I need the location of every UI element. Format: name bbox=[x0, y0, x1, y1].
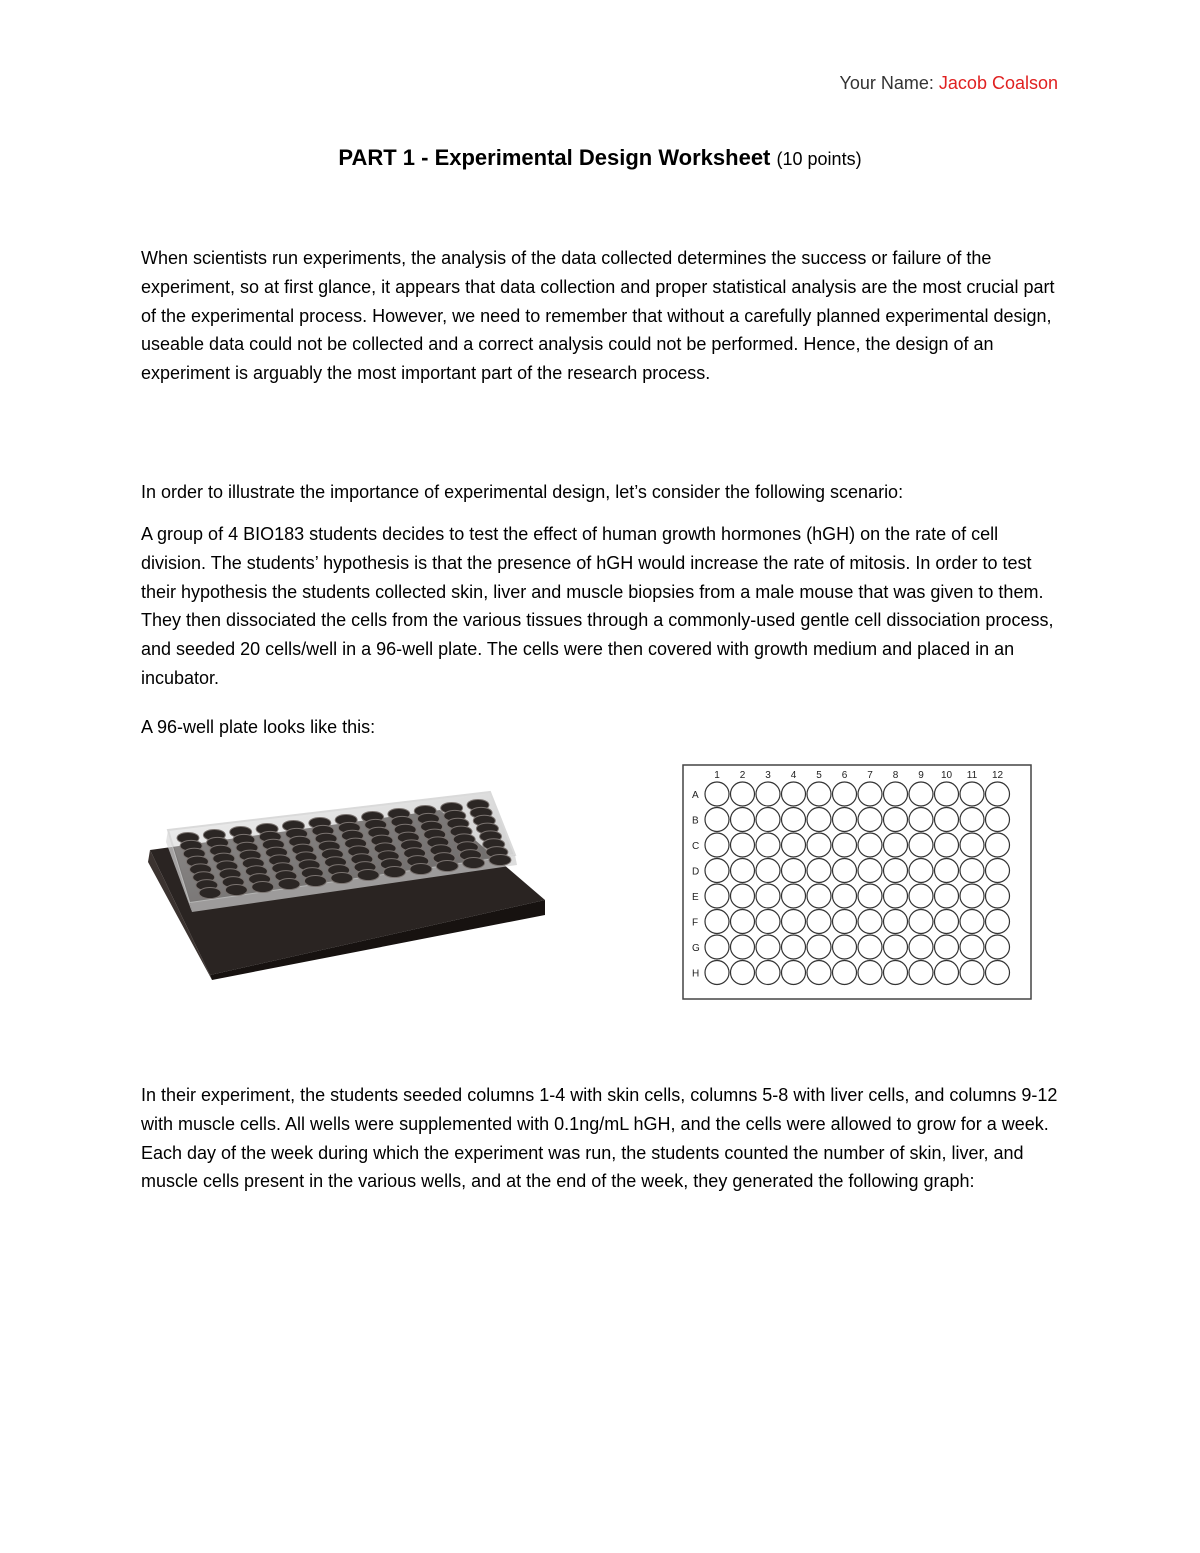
plate-well bbox=[705, 782, 729, 806]
plate-well bbox=[833, 808, 857, 832]
photo-well bbox=[357, 870, 379, 881]
plate-well bbox=[960, 808, 984, 832]
plate-well bbox=[884, 859, 908, 883]
page-title bbox=[0, 145, 1200, 171]
title-points: (10 points) bbox=[776, 149, 862, 169]
plate-well bbox=[731, 808, 755, 832]
plate-well bbox=[858, 910, 882, 934]
plate-well bbox=[960, 782, 984, 806]
row-label: E bbox=[692, 892, 699, 903]
plate-well bbox=[935, 910, 959, 934]
plate-well bbox=[807, 910, 831, 934]
photo-well bbox=[410, 864, 432, 875]
plate-well bbox=[782, 910, 806, 934]
plate-well bbox=[935, 884, 959, 908]
plate-well bbox=[986, 910, 1010, 934]
plate-well bbox=[807, 935, 831, 959]
photo-well bbox=[225, 885, 247, 896]
plate-well bbox=[909, 935, 933, 959]
row-label: H bbox=[692, 968, 700, 980]
plate-well bbox=[807, 808, 831, 832]
plate-well bbox=[833, 961, 857, 985]
plate-well bbox=[960, 935, 984, 959]
column-label: 7 bbox=[867, 770, 873, 781]
photo-well bbox=[489, 855, 511, 866]
plate-well bbox=[884, 782, 908, 806]
plate-well bbox=[960, 833, 984, 857]
plate-well bbox=[705, 859, 729, 883]
plate-well bbox=[858, 833, 882, 857]
plate-well bbox=[986, 961, 1010, 985]
row-label: B bbox=[692, 815, 699, 827]
plate-well bbox=[782, 935, 806, 959]
plate-photo-image bbox=[140, 790, 550, 980]
photo-well bbox=[199, 888, 221, 899]
plate-well bbox=[960, 859, 984, 883]
plate-well bbox=[782, 808, 806, 832]
plate-well bbox=[731, 910, 755, 934]
column-label: 4 bbox=[790, 770, 797, 781]
plate-well bbox=[731, 833, 755, 857]
plate-well bbox=[705, 910, 729, 934]
intro-paragraph: When scientists run experiments, the analysis of the data collected determines the success or failure of the experiment, so at first glance, it appears that data collection and proper statistical analysis are the most crucial part of the experimental process. However, we need to remember that without a carefully planned experimental design, useable data could not be collected and a correct analysis could not be performed. Hence, the design of an experiment is arguably the most important part of the research process. bbox=[141, 248, 1055, 384]
plate-well bbox=[935, 961, 959, 985]
plate-well bbox=[807, 859, 831, 883]
plate-well bbox=[833, 910, 857, 934]
plate-well bbox=[884, 961, 908, 985]
plate-well bbox=[756, 910, 780, 934]
plate-well bbox=[756, 808, 780, 832]
plate-well bbox=[705, 808, 729, 832]
plate-well bbox=[858, 859, 882, 883]
plate-well bbox=[858, 884, 882, 908]
plate-well bbox=[935, 859, 959, 883]
plate-well bbox=[960, 910, 984, 934]
plate-well bbox=[884, 884, 908, 908]
photo-well bbox=[252, 882, 274, 893]
plate-well bbox=[986, 935, 1010, 959]
plate-well bbox=[705, 961, 729, 985]
photo-well bbox=[463, 858, 485, 869]
experiment-paragraph: In their experiment, the students seeded columns 1-4 with skin cells, columns 5-8 with liver cells, and columns 9-12 with muscle cells. All wells were supplemented with 0.1ng/mL hGH, and the cells were allowed to grow for a week. Each day of the week during which the experiment was run, the students counted the number of skin, liver, and muscle cells present in the various wells, and at the end of the week, they generated the following graph: bbox=[141, 1085, 1058, 1192]
column-label: 2 bbox=[739, 770, 746, 781]
plate-well bbox=[782, 782, 806, 806]
plate-well bbox=[858, 961, 882, 985]
plate-well bbox=[960, 961, 984, 985]
column-label: 9 bbox=[918, 770, 924, 781]
photo-well bbox=[384, 867, 406, 878]
column-label: 1 bbox=[714, 770, 720, 781]
column-label: 8 bbox=[892, 770, 899, 781]
plate-well bbox=[884, 808, 908, 832]
name-label: Your Name: bbox=[839, 73, 939, 93]
plate-well bbox=[909, 782, 933, 806]
plate-diagram bbox=[682, 764, 1032, 1000]
row-label: F bbox=[692, 917, 699, 929]
plate-well bbox=[833, 859, 857, 883]
plate-well bbox=[986, 859, 1010, 883]
plate-well bbox=[756, 884, 780, 908]
plate-well bbox=[858, 808, 882, 832]
row-label: C bbox=[692, 841, 700, 852]
plate-well bbox=[909, 859, 933, 883]
plate-well bbox=[807, 833, 831, 857]
plate-well bbox=[884, 910, 908, 934]
plate-well bbox=[731, 961, 755, 985]
plate-well bbox=[909, 961, 933, 985]
plate-well bbox=[909, 808, 933, 832]
plate-well bbox=[756, 961, 780, 985]
plate-well bbox=[807, 782, 831, 806]
plate-well bbox=[909, 833, 933, 857]
column-label: 5 bbox=[816, 770, 822, 781]
plate-well bbox=[986, 782, 1010, 806]
plate-well bbox=[986, 833, 1010, 857]
plate-well bbox=[858, 782, 882, 806]
scenario-paragraph: A group of 4 BIO183 students decides to test the effect of human growth hormones (hGH) on the rate of cell division. The students’ hypothesis is that the presence of hGH would increase the rate of mitosis. In order to test their hypothesis the students collected skin, liver and muscle biopsies from a male mouse that was given to them. They then dissociated the cells from the various tissues through a commonly-used gentle cell dissociation process, and seeded 20 cells/well in a 96-well plate. The cells were then covered with growth medium and placed in an incubator. bbox=[141, 524, 1054, 688]
plate-well bbox=[909, 884, 933, 908]
plate-well bbox=[756, 782, 780, 806]
plate-well bbox=[731, 859, 755, 883]
plate-well bbox=[705, 884, 729, 908]
plate-well bbox=[986, 808, 1010, 832]
plate-well bbox=[731, 782, 755, 806]
plate-well bbox=[782, 884, 806, 908]
plate-well bbox=[807, 961, 831, 985]
column-label: 10 bbox=[940, 770, 953, 781]
scenario-intro: In order to illustrate the importance of experimental design, let’s consider the following scenario: bbox=[141, 482, 904, 502]
photo-well bbox=[436, 861, 458, 872]
column-label: 3 bbox=[765, 770, 771, 781]
row-label: G bbox=[692, 943, 700, 954]
plate-well bbox=[782, 833, 806, 857]
plate-well bbox=[986, 884, 1010, 908]
plate-well bbox=[884, 833, 908, 857]
plate-well bbox=[756, 859, 780, 883]
plate-well bbox=[935, 808, 959, 832]
plate-well bbox=[705, 833, 729, 857]
row-label: D bbox=[692, 866, 700, 878]
plate-well bbox=[833, 935, 857, 959]
plate-well bbox=[705, 935, 729, 959]
plate-well bbox=[833, 782, 857, 806]
plate-well bbox=[731, 884, 755, 908]
title-main: PART 1 - Experimental Design Worksheet bbox=[338, 145, 771, 170]
plate-well bbox=[935, 833, 959, 857]
plate-well bbox=[884, 935, 908, 959]
row-label: A bbox=[692, 790, 699, 801]
student-name-line bbox=[840, 73, 1058, 94]
plate-well bbox=[935, 782, 959, 806]
photo-well bbox=[278, 879, 300, 890]
plate-well bbox=[782, 961, 806, 985]
photo-well bbox=[304, 876, 326, 887]
photo-well bbox=[331, 873, 353, 884]
plate-well bbox=[909, 910, 933, 934]
plate-well bbox=[960, 884, 984, 908]
plate-well bbox=[858, 935, 882, 959]
name-value: Jacob Coalson bbox=[938, 73, 1058, 93]
column-label: 11 bbox=[966, 770, 978, 781]
plate-well bbox=[935, 935, 959, 959]
plate-intro: A 96-well plate looks like this: bbox=[141, 717, 376, 737]
plate-well bbox=[782, 859, 806, 883]
plate-well bbox=[833, 833, 857, 857]
column-label: 12 bbox=[991, 770, 1004, 781]
plate-well bbox=[807, 884, 831, 908]
plate-well bbox=[756, 935, 780, 959]
column-label: 6 bbox=[841, 770, 848, 781]
plate-well bbox=[833, 884, 857, 908]
plate-well bbox=[756, 833, 780, 857]
plate-well bbox=[731, 935, 755, 959]
